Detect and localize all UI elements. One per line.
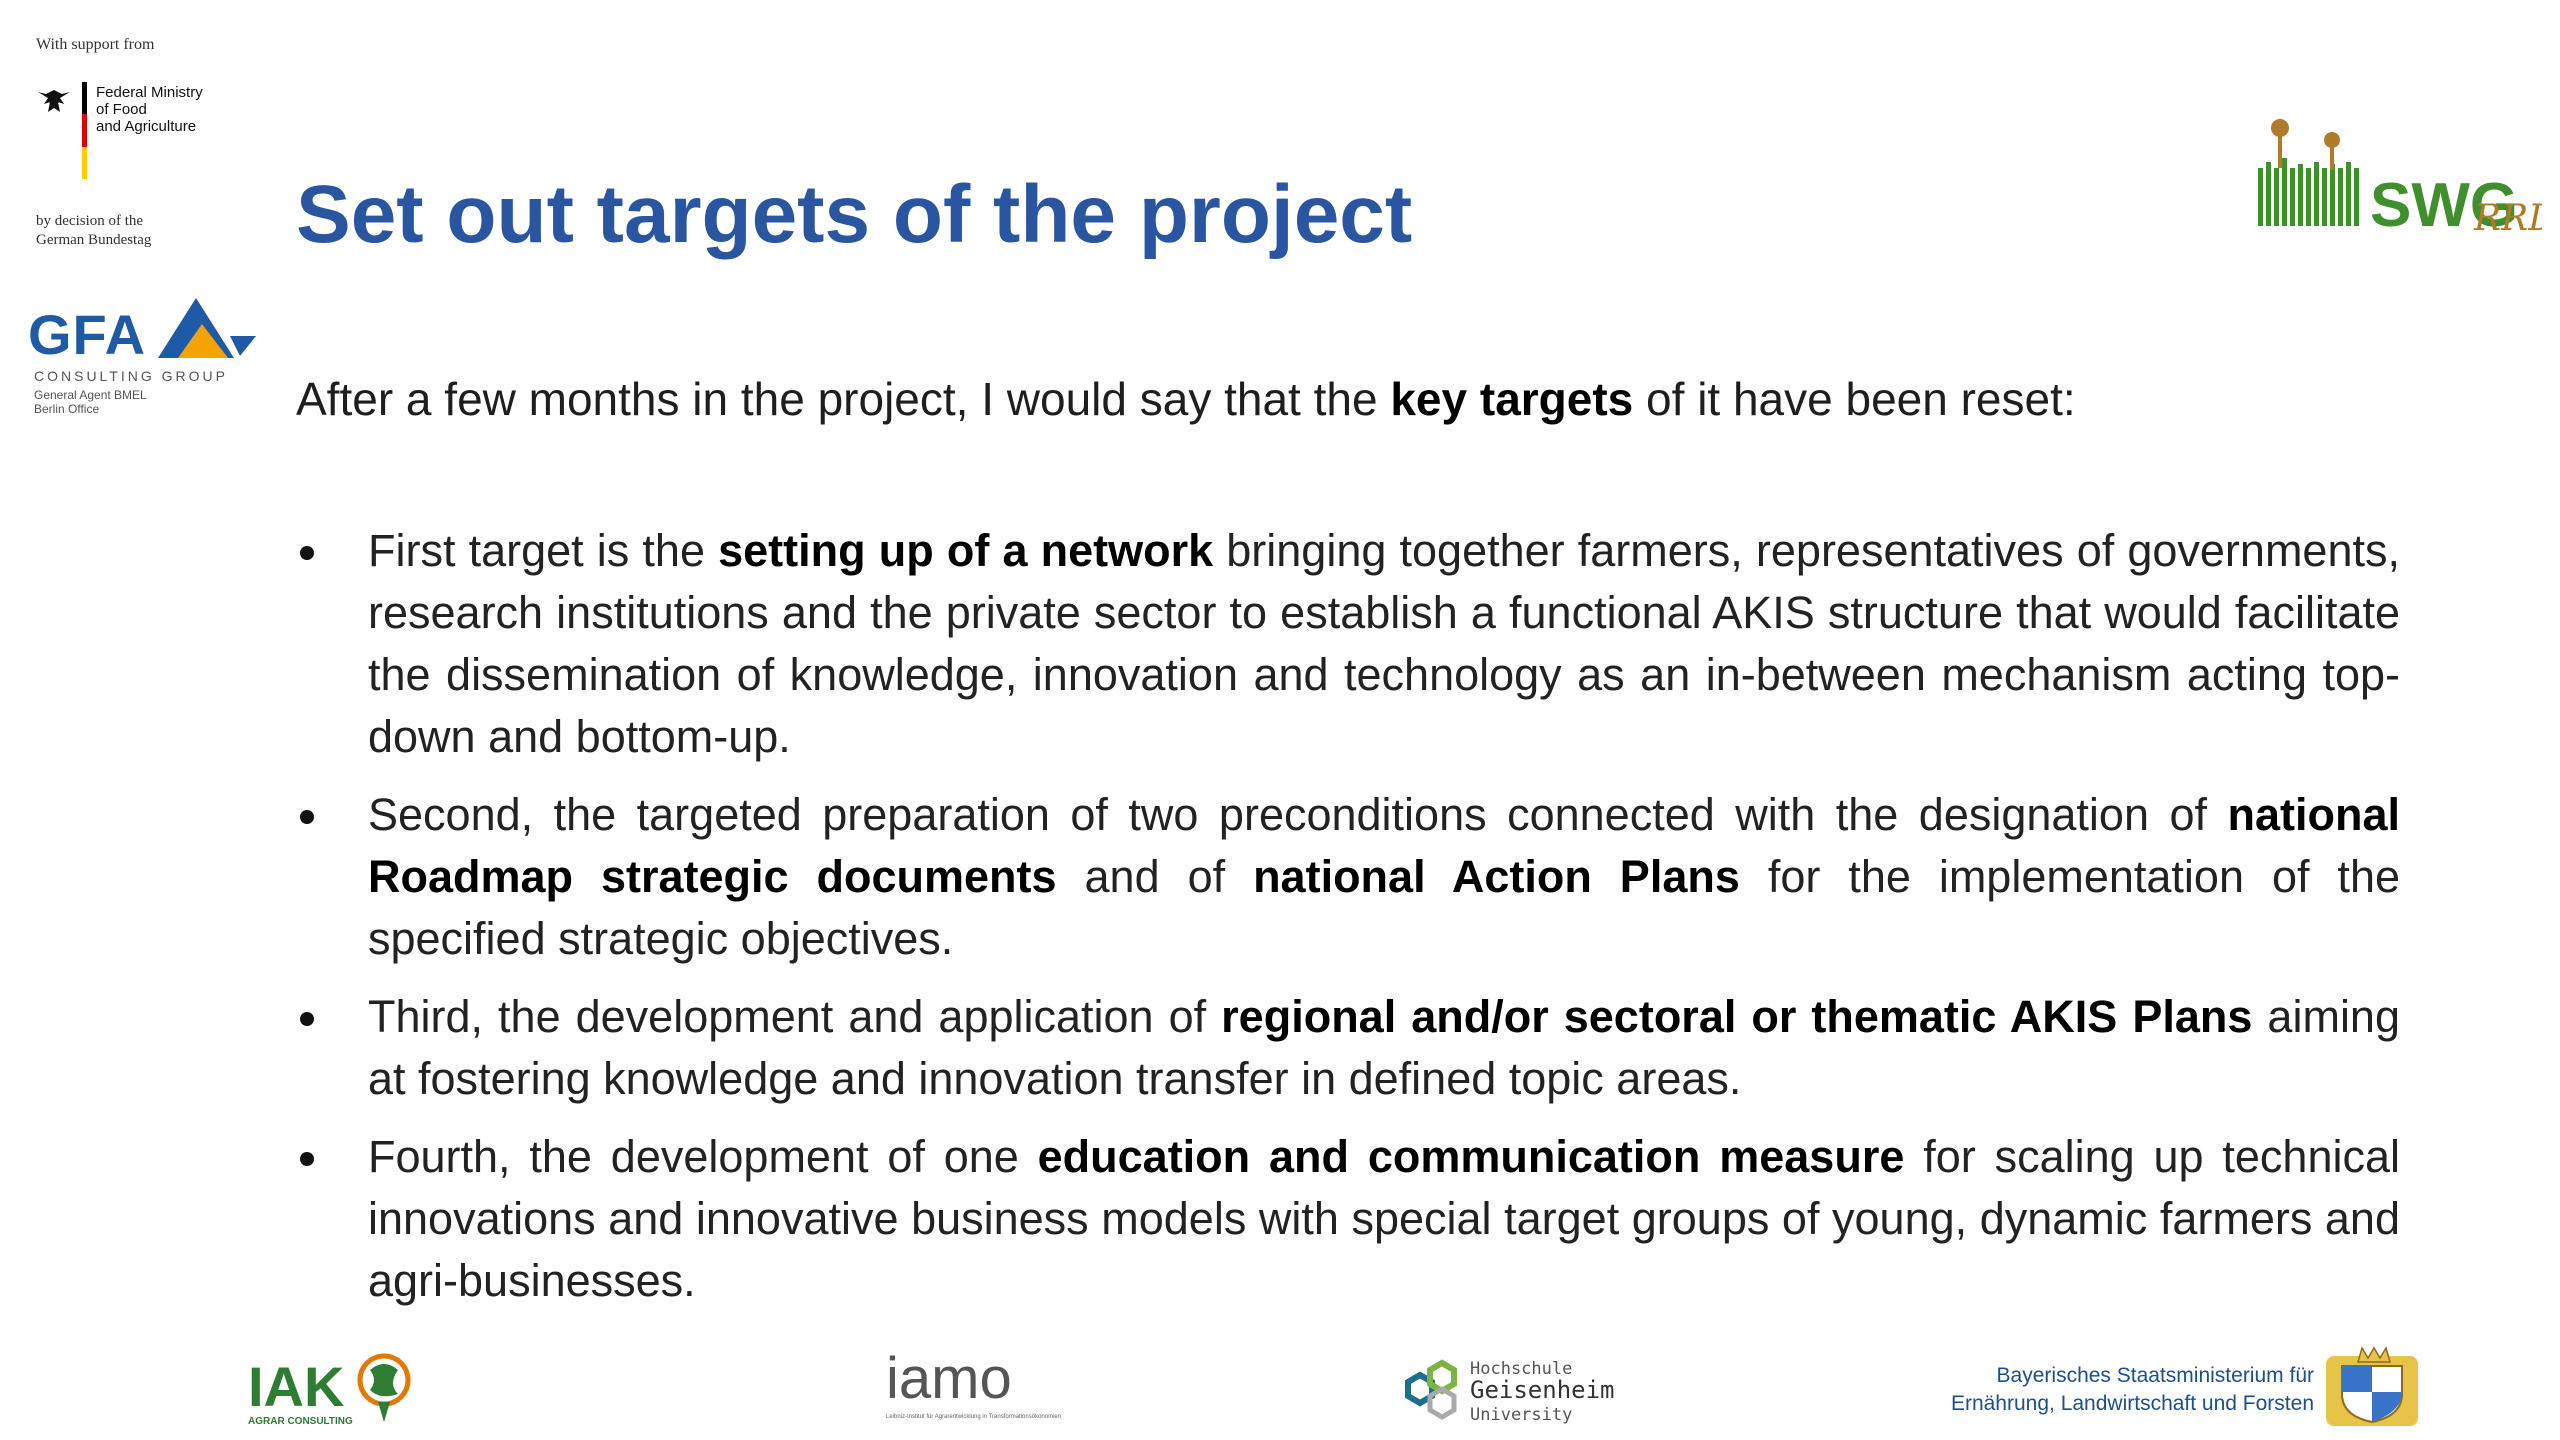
iamo-logo	[886, 1352, 1086, 1432]
german-flag-bar	[82, 82, 87, 180]
geisenheim-logo	[1394, 1352, 1654, 1432]
ministry-name: Federal Ministry of Food and Agriculture	[96, 84, 203, 135]
list-item: First target is the setting up of a network bringing together farmers, representatives of governments, research institutions and the private sector to establish a functional AKIS structure that would facilitate the dissemination of knowledge, innovation and technology as an in-between mechanism acting top-down and bottom-up.	[296, 520, 2400, 768]
svg-text:University: University	[1470, 1405, 1573, 1425]
gfa-logo	[28, 296, 258, 426]
svg-text:IAK: IAK	[248, 1355, 345, 1418]
bullet-icon	[300, 1152, 314, 1166]
intro-after: of it have been reset:	[1633, 373, 2076, 425]
page-title: Set out targets of the project	[296, 169, 1413, 260]
list-item: Third, the development and application of regional and/or sectoral or thematic AKIS Plans aiming at fostering knowledge and innovation transfer in defined topic areas.	[296, 986, 2400, 1110]
bullet-icon	[300, 546, 314, 560]
federal-eagle-icon	[36, 84, 72, 120]
support-label: With support from	[36, 36, 155, 53]
intro-text	[296, 372, 2076, 426]
svg-text:RRD: RR	[2474, 198, 2529, 239]
gfa-name: GFA	[28, 303, 147, 366]
gfa-agent-note: General Agent BMEL Berlin Office	[34, 388, 147, 416]
bullet-icon	[300, 1012, 314, 1026]
list-item: Second, the targeted preparation of two preconditions connected with the designation of national Roadmap strategic documents and of national Action Plans for the implementation of the specified strategic objectives.	[296, 784, 2400, 970]
bavaria-ministry-logo	[1922, 1342, 2422, 1432]
svg-text:Hochschule: Hochschule	[1470, 1359, 1573, 1379]
bavaria-coat-of-arms-icon	[2326, 1348, 2418, 1426]
intro-before: After a few months in the project, I would say that the	[296, 373, 1391, 425]
gfa-triangle-icon	[156, 296, 256, 366]
svg-text:Bayerisches Staatsministerium: Bayerisches Staatsministerium für	[1996, 1364, 2314, 1387]
svg-text:Leibniz-Institut für Agrarentw: Leibniz-Institut für Agrarentwicklung in Transformationsökonomien	[886, 1414, 1062, 1420]
bullet-icon	[300, 810, 314, 824]
bundestag-note: by decision of the German Bundestag	[36, 213, 152, 248]
svg-text:AGRAR CONSULTING: AGRAR CONSULTING	[248, 1416, 353, 1427]
iak-logo	[248, 1350, 418, 1430]
svg-text:SWG: SWG	[2370, 171, 2519, 240]
ministry-logo	[36, 82, 226, 192]
gfa-subtitle: CONSULTING GROUP	[34, 368, 228, 384]
intro-bold: key targets	[1390, 373, 1634, 425]
swg-emblem-icon	[2252, 118, 2542, 258]
svg-text:Ernährung, Landwirtschaft und: Ernährung, Landwirtschaft und Forsten	[1950, 1392, 2314, 1415]
swg-logo	[2252, 118, 2542, 258]
svg-text:iamo: iamo	[886, 1352, 1012, 1411]
svg-text:Geisenheim: Geisenheim	[1470, 1376, 1615, 1404]
target-list	[296, 520, 2400, 1328]
list-item: Fourth, the development of one education and communication measure for scaling up technical innovations and innovative business models with special target groups of young, dynamic farmers and agri-businesses.	[296, 1126, 2400, 1312]
